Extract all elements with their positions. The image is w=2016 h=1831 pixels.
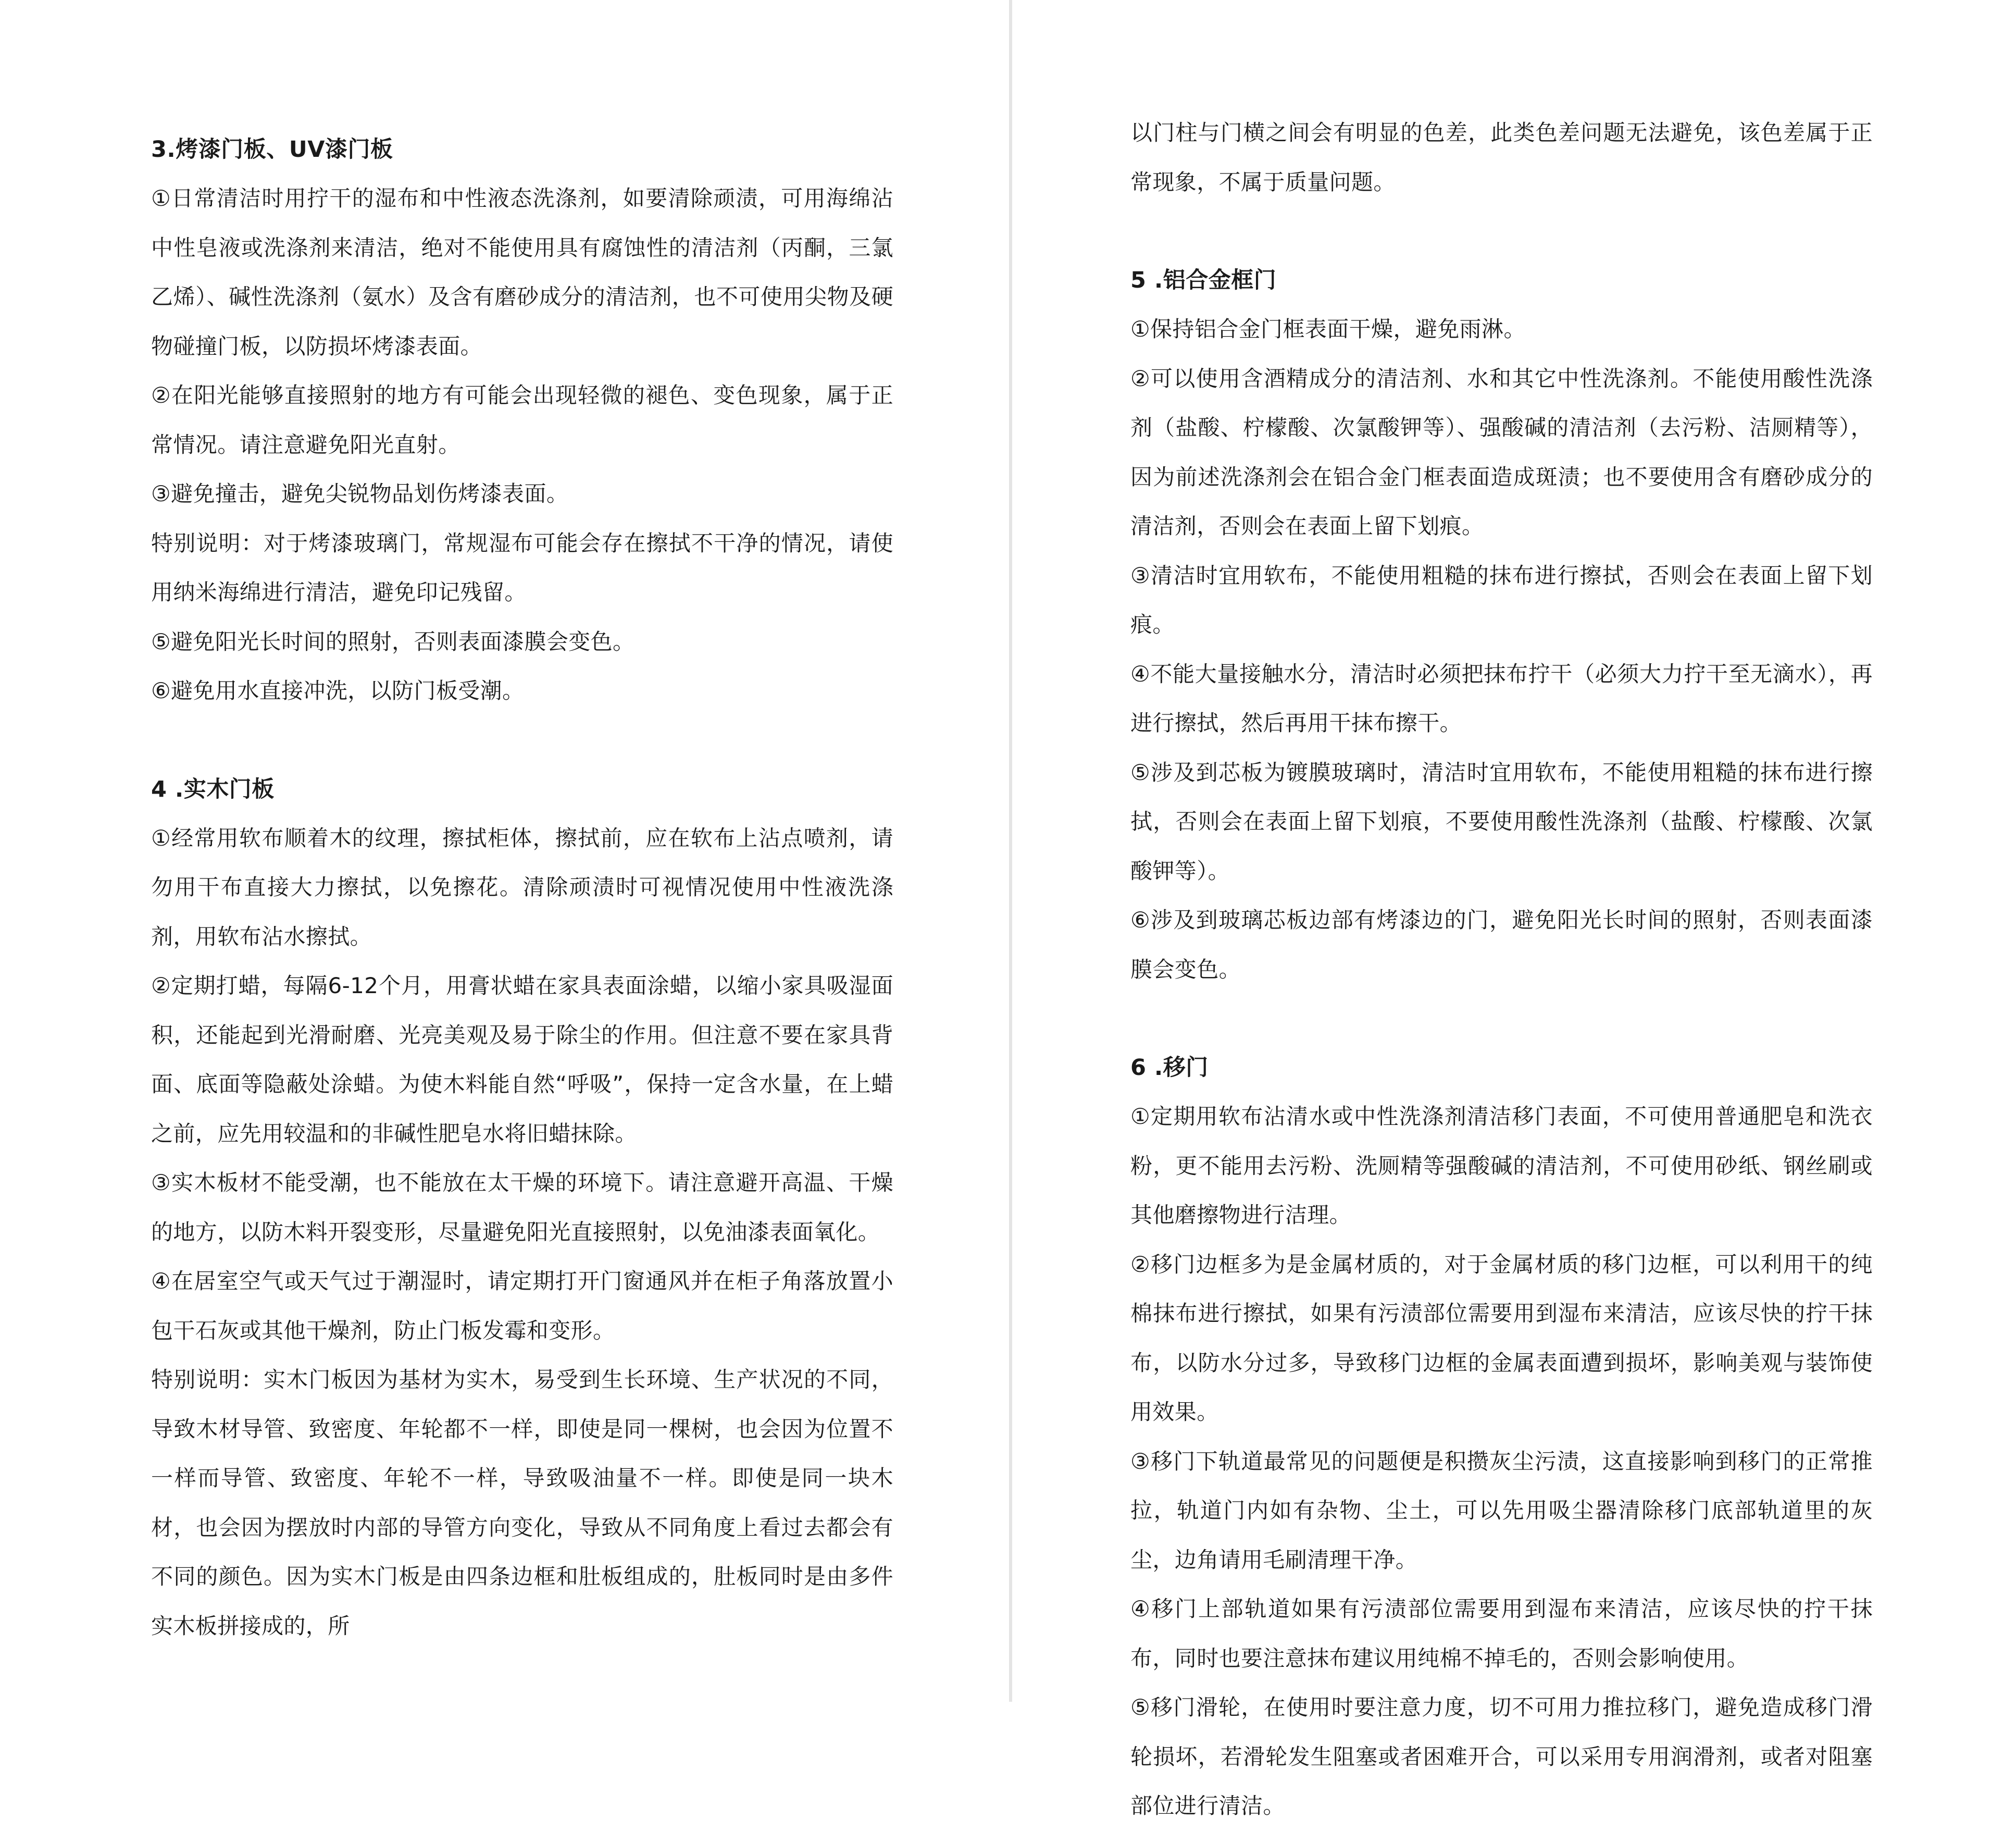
section-3-item-3: ③避免撞击，避免尖锐物品划伤烤漆表面。 [151,481,569,506]
right-column [1130,108,1873,1831]
section-6-title: 6 .移门 [1130,1055,1209,1081]
section-4-special-note: 特别说明：实木门板因为基材为实木，易受到生长环境、生产状况的不同，导致木材导管、致密度、年轮都不一样，即使是同一棵树，也会因为位置不一样而导管、致密度、年轮不一样，导致吸油量不一样。即使是同一块木材，也会因为摆放时内部的导管方向变化，导致从不同角度上看过去都会有不同的颜色。因为实木门板是由四条边框和肚板组成的，肚板同时是由多件实木板拼接成的，所 [151,1367,893,1639]
section-6-item-4: ④移门上部轨道如果有污渍部位需要用到湿布来清洁，应该尽快的拧干抹布，同时也要注意抹布建议用纯棉不掉毛的，否则会影响使用。 [1130,1596,1873,1671]
section-4-item-4: ④在居室空气或天气过于潮湿时，请定期打开门窗通风并在柜子角落放置小包干石灰或其他干燥剂，防止门板发霉和变形。 [151,1268,893,1343]
section-6-item-3: ③移门下轨道最常见的问题便是积攒灰尘污渍，这直接影响到移门的正常推拉，轨道门内如有杂物、尘土，可以先用吸尘器清除移门底部轨道里的灰尘，边角请用毛刷清理干净。 [1130,1448,1873,1573]
section-spacer [1130,207,1873,256]
section-5-item-1: ①保持铝合金门框表面干燥，避免雨淋。 [1130,316,1526,342]
section-4-item-1: ①经常用软布顺着木的纹理，擦拭柜体，擦拭前，应在软布上沾点喷剂，请勿用干布直接大力擦拭，以免擦花。清除顽渍时可视情况使用中性液洗涤剂，用软布沾水擦拭。 [151,825,893,949]
section-5-item-2: ②可以使用含酒精成分的清洁剂、水和其它中性洗涤剂。不能使用酸性洗涤剂（盐酸、柠檬酸、次氯酸钾等）、强酸碱的清洁剂（去污粉、洁厕精等），因为前述洗涤剂会在铝合金门框表面造成斑渍；也不要使用含有磨砂成分的清洁剂，否则会在表面上留下划痕。 [1130,365,1873,539]
section-6-item-1: ①定期用软布沾清水或中性洗涤剂清洁移门表面，不可使用普通肥皂和洗衣粉，更不能用去污粉、洗厕精等强酸碱的清洁剂，不可使用砂纸、钢丝刷或其他磨擦物进行洁理。 [1130,1104,1873,1228]
section-5-item-4: ④不能大量接触水分，清洁时必须把抹布拧干（必须大力拧干至无滴水），再进行擦拭，然后再用干抹布擦干。 [1130,661,1873,736]
section-3-item-2: ②在阳光能够直接照射的地方有可能会出现轻微的褪色、变色现象，属于正常情况。请注意避免阳光直射。 [151,382,893,457]
section-3-title: 3.烤漆门板、UV漆门板 [151,137,393,163]
section-5-item-3: ③清洁时宜用软布，不能使用粗糙的抹布进行擦拭，否则会在表面上留下划痕。 [1130,562,1873,637]
section-3-item-6: ⑥避免用水直接冲洗，以防门板受潮。 [151,678,525,703]
section-4-item-2: ②定期打蜡，每隔6-12个月，用膏状蜡在家具表面涂蜡，以缩小家具吸湿面积，还能起到光滑耐磨、光亮美观及易于除尘的作用。但注意不要在家具背面、底面等隐蔽处涂蜡。为使木料能自然“呼吸”，保持一定含水量，在上蜡之前，应先用较温和的非碱性肥皂水将旧蜡抹除。 [151,973,893,1146]
section-3-item-1: ①日常清洁时用拧干的湿布和中性液态洗涤剂，如要清除顽渍，可用海绵沾中性皂液或洗涤剂来清洁，绝对不能使用具有腐蚀性的清洁剂（丙酮，三氯乙烯）、碱性洗涤剂（氨水）及含有磨砂成分的清洁剂，也不可使用尖物及硬物碰撞门板，以防损坏烤漆表面。 [151,185,893,359]
left-column [151,125,893,1651]
section-5-item-6: ⑥涉及到玻璃芯板边部有烤漆边的门，避免阳光长时间的照射，否则表面漆膜会变色。 [1130,907,1873,982]
section-6-item-5: ⑤移门滑轮，在使用时要注意力度，切不可用力推拉移门，避免造成移门滑轮损坏，若滑轮发生阻塞或者困难开合，可以采用专用润滑剂，或者对阻塞部位进行清洁。 [1130,1694,1873,1818]
section-5-item-5: ⑤涉及到芯板为镀膜玻璃时，清洁时宜用软布，不能使用粗糙的抹布进行擦拭，否则会在表面上留下划痕，不要使用酸性洗涤剂（盐酸、柠檬酸、次氯酸钾等）。 [1130,759,1873,884]
section-6-item-2: ②移门边框多为是金属材质的，对于金属材质的移门边框，可以利用干的纯棉抹布进行擦拭，如果有污渍部位需要用到湿布来清洁，应该尽快的拧干抹布，以防水分过多，导致移门边框的金属表面遭到损坏，影响美观与装饰使用效果。 [1130,1251,1873,1425]
section-5-title: 5 .铝合金框门 [1130,267,1277,293]
section-3-special-note: 特别说明：对于烤漆玻璃门，常规湿布可能会存在擦拭不干净的情况，请使用纳米海绵进行清洁，避免印记残留。 [151,530,893,605]
section-3-item-5: ⑤避免阳光长时间的照射，否则表面漆膜会变色。 [151,628,635,654]
section-spacer [1130,994,1873,1043]
section-4-item-3: ③实木板材不能受潮，也不能放在太干燥的环境下。请注意避开高温、干燥的地方，以防木料开裂变形，尽量避免阳光直接照射，以免油漆表面氧化。 [151,1170,893,1245]
section-spacer [151,716,893,765]
section-4-title: 4 .实木门板 [151,776,275,802]
left-page [0,0,1009,1702]
section-4-note-continuation: 以门柱与门横之间会有明显的色差，此类色差问题无法避免，该色差属于正常现象，不属于质量问题。 [1130,120,1873,195]
